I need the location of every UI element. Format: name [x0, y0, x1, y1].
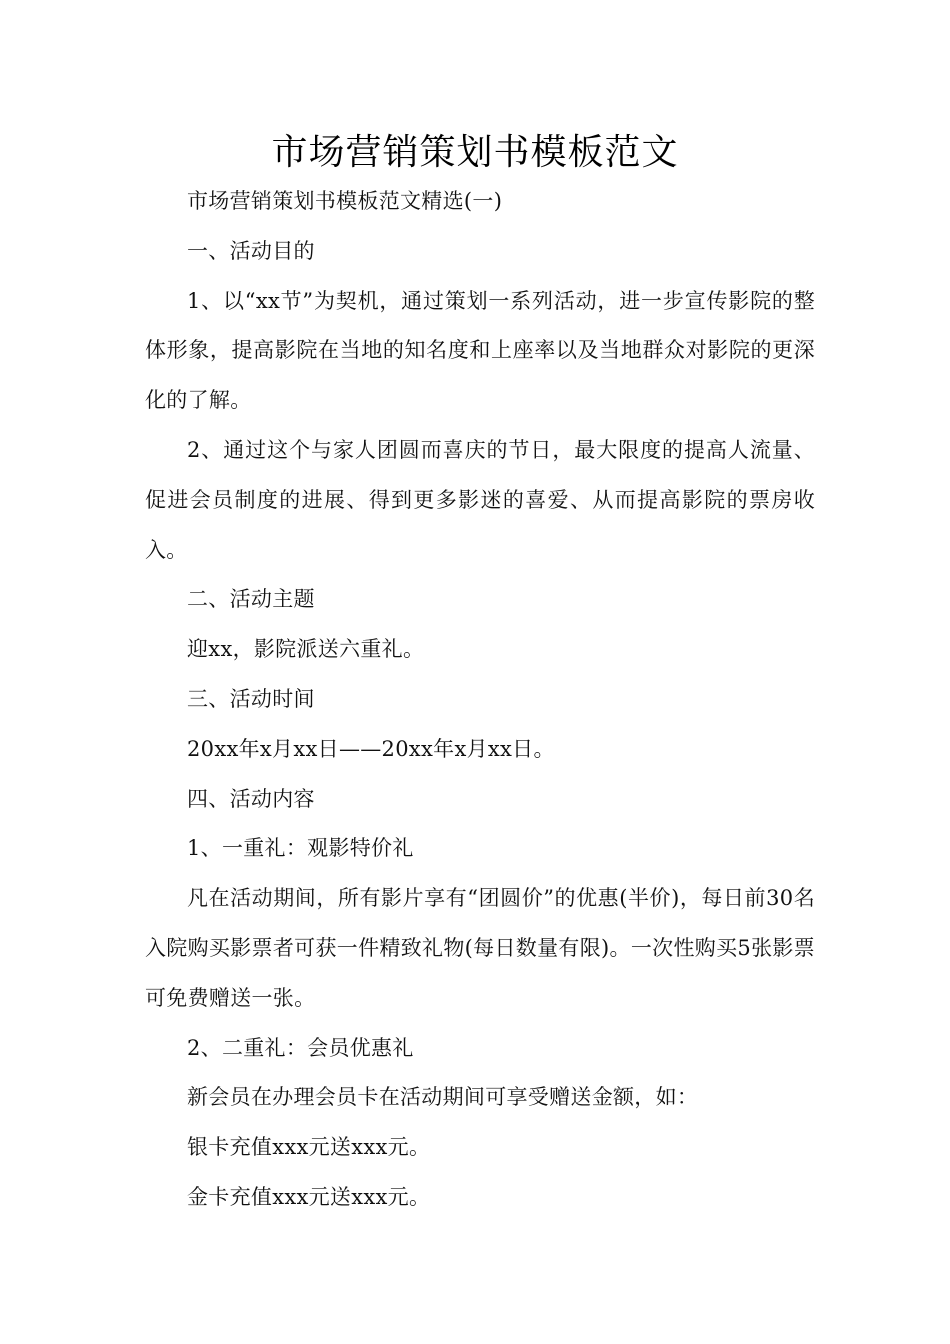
paragraph-purpose-1: 1、以“xx节”为契机，通过策划一系列活动，进一步宣传影院的整体形象，提高影院在当地的知名度和上座率以及当地群众对影院的更深化的了解。	[145, 288, 815, 413]
paragraph-silver-card: 银卡充值xxx元送xxx元。	[187, 1135, 431, 1160]
paragraph-gold-card: 金卡充值xxx元送xxx元。	[187, 1184, 431, 1209]
paragraph-gift-2: 新会员在办理会员卡在活动期间可享受赠送金额，如：	[187, 1085, 699, 1110]
paragraph-time: 20xx年x月xx日——20xx年x月xx日。	[187, 736, 555, 761]
heading-activity-content: 四、活动内容	[187, 786, 315, 811]
paragraph-theme: 迎xx，影院派送六重礼。	[187, 637, 425, 662]
paragraph-purpose-2: 2、通过这个与家人团圆而喜庆的节日，最大限度的提高人流量、促进会员制度的进展、得到更多影迷的喜爱、从而提高影院的票房收入。	[145, 437, 815, 562]
section-subtitle: 市场营销策划书模板范文精选(一)	[187, 189, 503, 213]
heading-activity-theme: 二、活动主题	[187, 587, 315, 612]
heading-activity-purpose: 一、活动目的	[187, 238, 315, 263]
heading-activity-time: 三、活动时间	[187, 686, 315, 711]
paragraph-gift-1: 凡在活动期间，所有影片享有“团圆价”的优惠(半价)，每日前30名入院购买影票者可获一件精致礼物(每日数量有限)。一次性购买5张影票可免费赠送一张。	[145, 886, 815, 1010]
subheading-gift-2: 2、二重礼：会员优惠礼	[187, 1035, 414, 1060]
document-body	[145, 177, 815, 1223]
subheading-gift-1: 1、一重礼：观影特价礼	[187, 836, 414, 861]
document-title: 市场营销策划书模板范文	[271, 132, 679, 173]
